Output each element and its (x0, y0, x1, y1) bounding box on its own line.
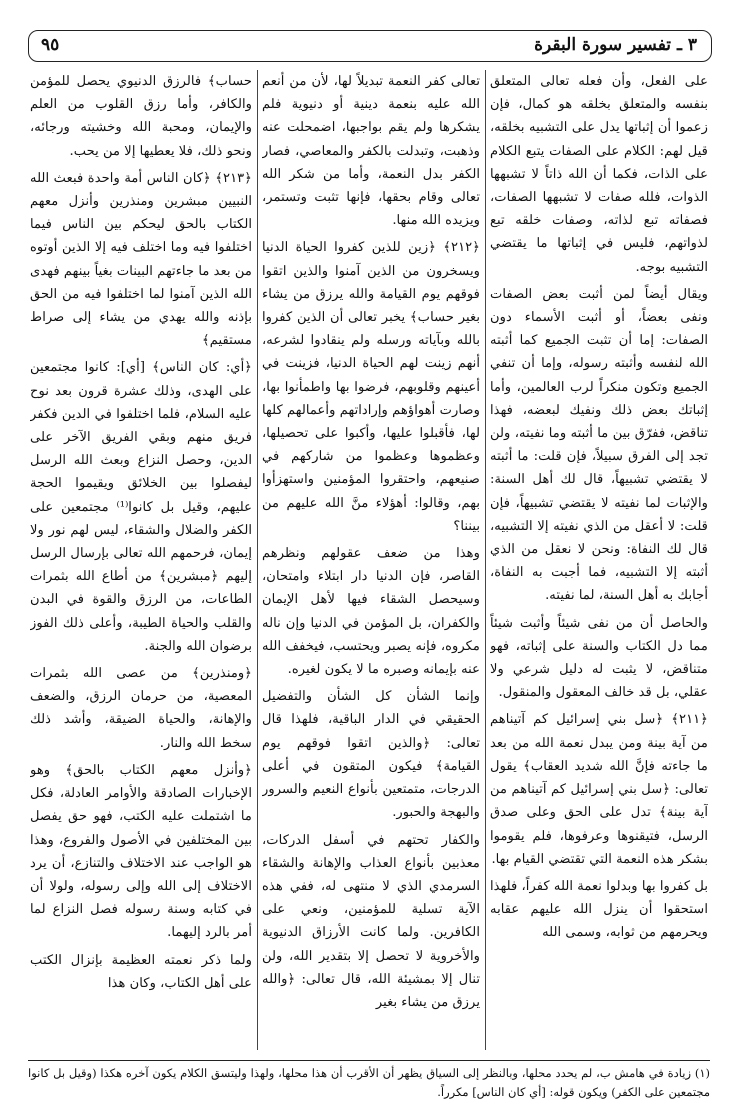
paragraph: بل كفروا بها وبدلوا نعمة الله كفراً، فلهذا استحقوا أن ينزل الله عليهم عقابه ويحرمهم من ثوابه، وسمى الله (490, 878, 708, 941)
text-column-right (490, 70, 708, 1055)
paragraph: ﴿٢١٢﴾ ﴿زين للذين كفروا الحياة الدنيا ويسخرون من الذين آمنوا والذين اتقوا فوقهم يوم القيامة والله يرزق من يشاء بغير حساب﴾ يخبر تعالى أن الذين كفروا بالله وبآياته ورسله ولم ينقادوا لشرعه، أنهم زينت لهم الحياة الدنيا، فزينت في أعينهم وقلوبهم، فرضوا بها واطمأنوا بها، وصارت أهواؤهم وإراداتهم وأعمالهم كلها لها، فأقبلوا عليها، وأكبوا على تحصيلها، وعظموها وعظموا من شاركهم في صنيعهم، واحتقروا المؤمنين واستهزأوا بهم، وقالوا: أهؤلاء منَّ الله عليهم من بيننا؟ (262, 240, 480, 534)
paragraph: على الفعل، وأن فعله تعالى المتعلق بنفسه والمتعلق بخلقه هو كمال، فإن زعموا أن إثباتها يدل على التشبيه بخلقه، قيل لهم: الكلام على الصفات يتبع الكلام على الذات، فكما أن الله ذاتاً لا تشبهها الذوات، فلله صفات لا تشبهها الصفات، فصفاته تبع لذاته، وصفات خلقه تبع لذواتهم، فليس في إثباتها ما يقتضي التشبيه بوجه. (490, 74, 708, 275)
header-title: ٣ ـ تفسير سورة البقرة (534, 35, 697, 55)
paragraph: والكفار تحتهم في أسفل الدركات، معذبين بأنواع العذاب والإهانة والشقاء السرمدي الذي لا منتهى له، ففي هذه الآية تسلية للمؤمنين، ونعي على الكافرين. ولما كانت الأرزاق الدنيوية والأخروية لا تحصل إلا بتقدير الله، ولن تنال إلا بمشيئة الله، قال تعالى: ﴿والله يرزق من يشاء بغير (262, 832, 480, 1010)
paragraph: ﴿ومنذرين﴾ من عصى الله بثمرات المعصية، من حرمان الرزق، والضعف والإهانة، والحياة الضيقة، وأشد ذلك سخط الله والنار. (30, 666, 252, 751)
paragraph: ﴿وأنزل معهم الكتاب بالحق﴾ وهو الإخبارات الصادقة والأوامر العادلة، فكل ما اشتملت عليه الكتب، فهو حق يفصل بين المختلفين في الأصول والفروع، وهذا هو الواجب عند الاختلاف والتنازع، أن يرد الاختلاف إلى الله وإلى رسوله، ولولا أن في كتابه وسنة رسوله فصل النزاع لما أمر بالرد إليهما. (30, 762, 252, 941)
paragraph: حساب﴾ فالرزق الدنيوي يحصل للمؤمن والكافر، وأما رزق القلوب من العلم والإيمان، ومحبة الله وخشيته ورجائه، ونحو ذلك، فلا يعطيها إلا من يحب. (30, 74, 252, 159)
paragraph: وهذا من ضعف عقولهم ونظرهم القاصر، فإن الدنيا دار ابتلاء وامتحان، وسيحصل الشقاء فيها لأهل الإيمان والكفران، بل المؤمن في الدنيا وإن ناله مكروه، فإنه يصبر ويحتسب، فيخفف الله عنه بإيمانه وصبره ما لا يكون لغيره. (262, 546, 480, 678)
footnote-divider (28, 1060, 710, 1061)
paragraph: والحاصل أن من نفى شيئاً وأثبت شيئاً مما دل الكتاب والسنة على إثباته، فهو متناقض، لا يثبت له دليل شرعي ولا عقلي، بل قد خالف المعقول والمنقول. (490, 615, 708, 701)
page-number: ٩٥ (41, 35, 60, 55)
paragraph: ﴿٢١١﴾ ﴿سل بني إسرائيل كم آتيناهم من آية بينة ومن يبدل نعمة الله من بعد ما جاءته فإنَّ الله شديد العقاب﴾ يقول تعالى: ﴿سل بني إسرائيل كم آتيناهم من آية بينة﴾ تدل على الحق وعلى صدق الرسل، فتيقنوها وعرفوها، فلم يقوموا بشكر هذه النعمة التي تقتضي القيام بها. (490, 712, 708, 867)
text-column-left (30, 70, 252, 1055)
column-divider (485, 70, 486, 1050)
column-divider (257, 70, 258, 1050)
paragraph: ويقال أيضاً لمن أثبت بعض الصفات ونفى بعضاً، أو أثبت الأسماء دون الصفات: إما أن تثبت الجميع كما أثبته الله لنفسه وأثبته رسوله، وإما أن تنفي الجميع وتكون منكراً لرب العالمين، وأما إثباتك بعض ذلك ونفيك لبعضه، فهذا تناقض، ففرّق بين ما أثبته وما نفيته، ولن تجد إلى الفرق سبيلاً، فإن قلت: ما أثبته لا يقتضي تشبيهاً، قال لك أهل السنة: والإثبات لما نفيته لا يقتضي تشبيهاً، فإن قلت: لا أعقل من الذي نفيته إلا التشبيه، قال لك النفاة: ونحن لا نعقل من الذي أثبته إلا التشبيه، فما أجبت به النفاة، أجابك به أهل السنة، لما نفيته. (490, 286, 708, 604)
paragraph: ولما ذكر نعمته العظيمة بإنزال الكتب على أهل الكتاب، وكان هذا (30, 952, 252, 991)
paragraph: ﴿٢١٣﴾ ﴿كان الناس أمة واحدة فبعث الله النبيين مبشرين ومنذرين وأنزل معهم الكتاب بالحق ليحكم بين الناس فيما اختلفوا فيه وما اختلف فيه إلا الذين أوتوه من بعد ما جاءتهم البينات بغياً بينهم فهدى الله الذين آمنوا لما اختلفوا فيه من الحق بإذنه والله يهدي من يشاء إلى صراط مستقيم﴾ (30, 170, 252, 349)
text-column-middle (262, 70, 480, 1055)
paragraph: تعالى كفر النعمة تبديلاً لها، لأن من أنعم الله عليه بنعمة دينية أو دنيوية فلم يشكرها ولم يقم بواجبها، اضمحلت عنه وذهبت، وتبدلت بالكفر والمعاصي، فصار الكفر بدل النعمة، وأما من شكر الله تعالى وقام بحقها، فإنها تثبت وتستمر، ويزيده الله منها. (262, 74, 480, 229)
paragraph: وإنما الشأن كل الشأن والتفضيل الحقيقي في الدار الباقية، فلهذا قال تعالى: ﴿والذين اتقوا فوقهم يوم القيامة﴾ فيكون المتقون في أعلى الدرجات، متمتعين بأنواع النعيم والسرور والبهجة والحبور. (262, 689, 480, 821)
page-header (28, 30, 712, 62)
footnote: (١) زيادة في هامش ب، لم يحدد محلها، وبالنظر إلى السياق يظهر أن الأقرب أن هذا محلها، ولهذا وليتسق الكلام يكون آخره هكذا (وقيل بل كانوا مجتمعين على الكفر) ويكون قوله: [أي كان الناس] مكرراً. (28, 1066, 710, 1099)
paragraph: ﴿أي: كان الناس﴾ [أي]: كانوا مجتمعين على الهدى، وذلك عشرة قرون بعد نوح عليه السلام، فلما اختلفوا في الدين فكفر فريق منهم وبقي الفريق الآخر على الدين، وحصل النزاع وبعث الله الرسل ليفصلوا بين الخلائق ويقيموا الحجة عليهم، وقيل بل كانوا⁽¹⁾ مجتمعين على الكفر والضلال والشقاء، ليس لهم نور ولا إيمان، فرحمهم الله تعالى بإرسال الرسل إليهم ﴿مبشرين﴾ من أطاع الله بثمرات الطاعات، من الرزق والقوة في البدن والقلب والحياة الطيبة، وأعلى ذلك الفوز برضوان الله والجنة. (30, 360, 252, 654)
